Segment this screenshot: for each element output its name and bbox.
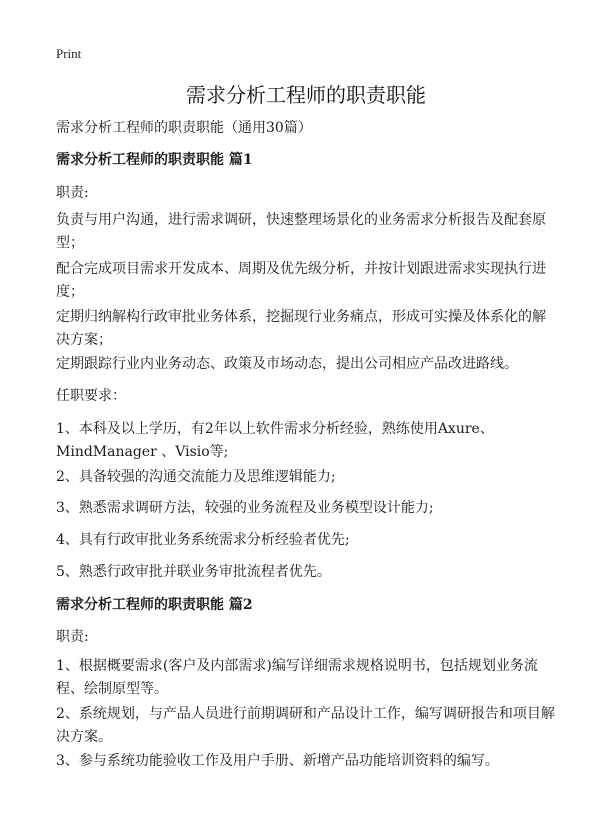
duties-label-1: 职责: [56,185,89,201]
duty-item-1-1: 负责与用户沟通，进行需求调研，快速整理场景化的业务需求分析报告及配套原型； [56,212,546,251]
section-heading-2: 需求分析工程师的职责职能 篇2 [56,597,253,613]
requirement-item-1: 1、本科及以上学历，有2年以上软件需求分析经验，熟练使用Axure、MindManager 、Visio等; [56,421,494,460]
duty-item-2-1: 1、根据概要需求(客户及内部需求)编写详细需求规格说明书，包括规划业务流程、绘制原型等。 [56,658,538,697]
requirement-item-3: 3、熟悉需求调研方法，较强的业务流程及业务模型设计能力; [56,500,434,516]
duty-item-2-3: 3、参与系统功能验收工作及用户手册、新增产品功能培训资料的编写。 [56,753,499,769]
document-title: 需求分析工程师的职责职能 [186,83,426,107]
requirement-item-2: 2、具备较强的沟通交流能力及思维逻辑能力; [56,469,336,485]
print-link[interactable]: Print [56,46,82,61]
section-heading-1: 需求分析工程师的职责职能 篇1 [56,152,253,168]
duties-label-2: 职责: [56,629,89,645]
requirement-item-5: 5、熟悉行政审批并联业务审批流程者优先。 [56,564,331,580]
duty-item-2-2: 2、系统规划，与产品人员进行前期调研和产品设计工作，编写调研报告和项目解决方案。 [56,706,555,745]
duty-item-1-4: 定期跟踪行业内业务动态、政策及市场动态，提出公司相应产品改进路线。 [56,356,518,372]
requirement-item-4: 4、具有行政审批业务系统需求分析经验者优先; [56,532,350,548]
document-subtitle: 需求分析工程师的职责职能（通用30篇） [56,120,312,136]
duty-item-1-2: 配合完成项目需求开发成本、周期及优先级分析，并按计划跟进需求实现执行进度； [56,261,546,300]
requirements-label-1: 任职要求： [56,388,126,404]
duty-item-1-3: 定期归纳解构行政审批业务体系，挖掘现行业务痛点，形成可实操及体系化的解决方案； [56,309,546,348]
